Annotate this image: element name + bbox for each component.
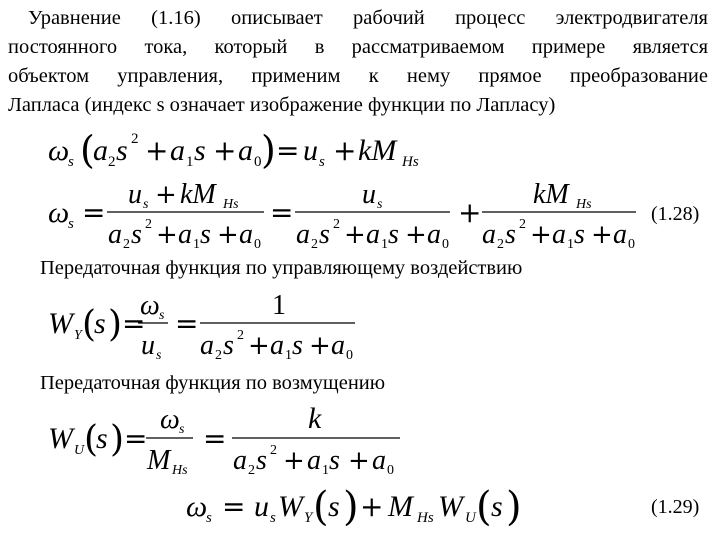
- svg-text:a: a: [613, 219, 627, 250]
- svg-text:a: a: [372, 445, 386, 476]
- svg-text:(: (: [80, 128, 95, 172]
- svg-text:2: 2: [131, 131, 139, 147]
- svg-text:a: a: [239, 219, 253, 250]
- svg-text:0: 0: [346, 348, 353, 363]
- svg-text:s: s: [200, 219, 211, 250]
- svg-text:1: 1: [285, 348, 292, 363]
- svg-text:2: 2: [248, 463, 255, 478]
- svg-text:W: W: [48, 307, 73, 340]
- svg-text:u: u: [254, 490, 269, 523]
- svg-text:2: 2: [497, 237, 504, 252]
- svg-text:a: a: [270, 330, 284, 361]
- svg-text:s: s: [68, 154, 74, 170]
- svg-text:2: 2: [123, 237, 130, 252]
- svg-text:ω: ω: [160, 404, 180, 435]
- equation-number-1-29: (1.29): [651, 496, 700, 518]
- svg-text:+: +: [217, 220, 239, 250]
- svg-text:s: s: [388, 219, 399, 250]
- svg-text:s: s: [94, 307, 106, 340]
- svg-text:=: =: [203, 422, 227, 455]
- svg-text:2: 2: [215, 348, 222, 363]
- svg-text:+: +: [309, 331, 331, 361]
- svg-text:Hs: Hs: [576, 197, 592, 212]
- svg-text:s: s: [319, 154, 325, 170]
- svg-text:kM: kM: [533, 179, 569, 210]
- svg-text:s: s: [329, 445, 340, 476]
- svg-text:): ): [108, 304, 123, 345]
- svg-text:a: a: [233, 445, 247, 476]
- svg-text:2: 2: [108, 154, 116, 170]
- svg-text:s: s: [156, 348, 162, 363]
- svg-text:2: 2: [145, 217, 152, 232]
- svg-text:k: k: [308, 402, 322, 435]
- svg-text:s: s: [270, 510, 276, 526]
- svg-text:+: +: [333, 134, 357, 167]
- svg-text:W: W: [48, 422, 73, 455]
- svg-text:=: =: [122, 307, 146, 340]
- svg-text:): ): [506, 484, 522, 530]
- svg-text:kM: kM: [358, 134, 397, 167]
- svg-text:+: +: [405, 220, 427, 250]
- svg-text:a: a: [482, 219, 496, 250]
- svg-text:s: s: [256, 445, 267, 476]
- svg-text:s: s: [194, 134, 206, 167]
- svg-text:ω: ω: [48, 196, 70, 229]
- svg-text:s: s: [131, 219, 142, 250]
- svg-text:1: 1: [567, 237, 574, 252]
- svg-text:M: M: [388, 490, 413, 523]
- svg-text:=: =: [270, 196, 294, 229]
- svg-text:2: 2: [270, 443, 277, 458]
- svg-text:0: 0: [387, 463, 394, 478]
- heading-disturbance-transfer-function: Передаточная функция по возмущению: [40, 372, 386, 394]
- svg-text:+: +: [530, 220, 552, 250]
- svg-text:kM: kM: [180, 179, 216, 210]
- svg-text:a: a: [331, 330, 345, 361]
- svg-text:a: a: [178, 219, 192, 250]
- svg-text:u: u: [141, 330, 155, 361]
- svg-text:ω: ω: [140, 290, 160, 321]
- svg-text:0: 0: [442, 237, 449, 252]
- svg-text:s: s: [143, 197, 149, 212]
- svg-text:a: a: [552, 219, 566, 250]
- svg-text:=: =: [276, 134, 300, 167]
- svg-text:u: u: [362, 179, 376, 210]
- svg-text:Y: Y: [304, 510, 313, 526]
- paragraph-line-3: объектом управления, применим к нему прямое преобразование: [8, 65, 708, 87]
- svg-text:s: s: [179, 422, 185, 437]
- svg-text:Hs: Hs: [223, 197, 239, 212]
- svg-text:+: +: [360, 490, 384, 523]
- equation-number-1-28: (1.28): [651, 203, 700, 225]
- svg-text:a: a: [93, 134, 108, 167]
- svg-text:2: 2: [311, 237, 318, 252]
- svg-text:Hs: Hs: [402, 154, 419, 170]
- svg-text:1: 1: [381, 237, 388, 252]
- svg-text:Hs: Hs: [417, 510, 434, 526]
- svg-text:2: 2: [519, 217, 526, 232]
- svg-text:W: W: [438, 490, 463, 523]
- paragraph-line-4: Лапласа (индекс s означает изображение функции по Лапласу): [8, 94, 556, 116]
- svg-text:0: 0: [628, 237, 635, 252]
- svg-text:u: u: [128, 179, 142, 210]
- svg-text:0: 0: [254, 154, 262, 170]
- svg-text:+: +: [145, 134, 169, 167]
- svg-text:): ): [261, 128, 276, 172]
- svg-text:+: +: [348, 446, 370, 476]
- svg-text:1: 1: [272, 290, 286, 321]
- svg-text:+: +: [458, 196, 482, 229]
- svg-text:a: a: [200, 330, 214, 361]
- svg-text:a: a: [170, 134, 185, 167]
- svg-text:a: a: [296, 219, 310, 250]
- svg-text:+: +: [248, 331, 270, 361]
- heading-control-transfer-function: Передаточная функция по управляющему воздействию: [40, 257, 523, 279]
- svg-text:1: 1: [322, 463, 329, 478]
- svg-text:(: (: [84, 419, 99, 460]
- svg-text:+: +: [344, 220, 366, 250]
- svg-text:a: a: [108, 219, 122, 250]
- svg-text:ω: ω: [186, 490, 208, 523]
- svg-text:a: a: [307, 445, 321, 476]
- svg-text:s: s: [68, 216, 74, 232]
- svg-text:2: 2: [237, 328, 244, 343]
- svg-text:(: (: [313, 484, 329, 530]
- svg-text:=: =: [124, 422, 148, 455]
- svg-text:(: (: [476, 484, 492, 530]
- svg-text:W: W: [278, 490, 303, 523]
- svg-text:s: s: [116, 134, 128, 167]
- svg-text:=: =: [222, 490, 246, 523]
- svg-text:+: +: [156, 220, 178, 250]
- svg-text:U: U: [74, 443, 85, 458]
- svg-text:Y: Y: [74, 328, 82, 343]
- svg-text:+: +: [213, 134, 237, 167]
- svg-text:+: +: [591, 220, 613, 250]
- svg-text:+: +: [283, 446, 305, 476]
- svg-text:a: a: [427, 219, 441, 250]
- svg-text:a: a: [366, 219, 380, 250]
- svg-text:): ): [343, 484, 359, 530]
- svg-text:=: =: [82, 196, 106, 229]
- svg-text:+: +: [155, 180, 177, 210]
- svg-text:1: 1: [193, 237, 200, 252]
- svg-text:M: M: [147, 445, 171, 476]
- svg-text:s: s: [574, 219, 585, 250]
- paragraph-line-2: постоянного тока, который в рассматриваемом примере является: [8, 36, 708, 58]
- paragraph-line-1: Уравнение (1.16) описывает рабочий процесс электродвигателя: [28, 7, 708, 29]
- svg-text:s: s: [377, 197, 383, 212]
- svg-text:s: s: [159, 308, 165, 323]
- svg-text:s: s: [292, 330, 303, 361]
- svg-text:1: 1: [186, 154, 194, 170]
- svg-text:s: s: [505, 219, 516, 250]
- svg-text:s: s: [96, 422, 108, 455]
- svg-text:s: s: [491, 490, 503, 523]
- svg-text:0: 0: [254, 237, 261, 252]
- svg-text:a: a: [238, 134, 253, 167]
- svg-text:=: =: [175, 307, 199, 340]
- svg-text:U: U: [465, 510, 476, 526]
- svg-text:s: s: [328, 490, 340, 523]
- svg-text:s: s: [223, 330, 234, 361]
- svg-text:(: (: [82, 304, 97, 345]
- svg-text:Hs: Hs: [172, 463, 188, 478]
- svg-text:): ): [110, 419, 125, 460]
- svg-text:s: s: [206, 510, 212, 526]
- svg-text:2: 2: [333, 217, 340, 232]
- svg-text:u: u: [303, 134, 318, 167]
- svg-text:s: s: [319, 219, 330, 250]
- svg-text:ω: ω: [48, 134, 70, 167]
